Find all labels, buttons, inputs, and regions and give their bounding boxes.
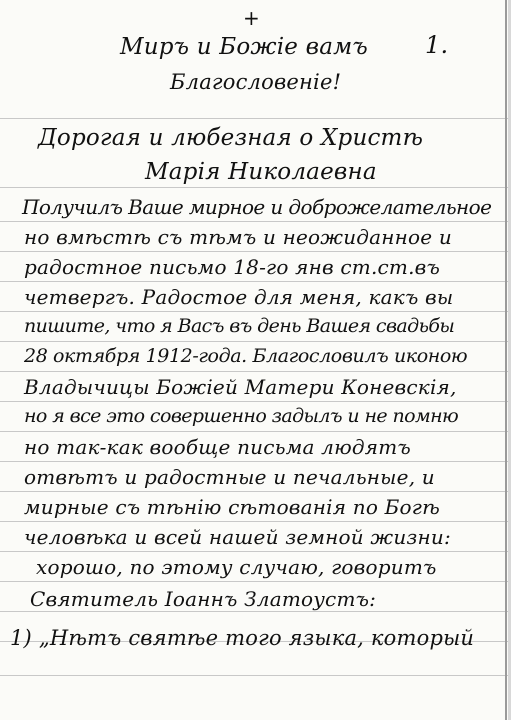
- ruled-line: [0, 491, 511, 492]
- ruled-line: [0, 675, 511, 676]
- page-edge: [505, 0, 507, 720]
- body-line: хорошо, по этому случаю, говоритъ: [36, 555, 437, 579]
- body-line: мирные съ тѣнію сѣтованія по Богѣ: [24, 495, 440, 519]
- ruled-line: [0, 221, 511, 222]
- ruled-line: [0, 611, 511, 612]
- ruled-line: [0, 401, 511, 402]
- salutation-line-1: Дорогая и любезная о Христѣ: [38, 125, 424, 151]
- body-line: человѣка и всей нашей земной жизни:: [24, 525, 451, 549]
- salutation-line-2: Марія Николаевна: [145, 159, 377, 185]
- body-line: Владычицы Божіей Матери Коневскія,: [24, 375, 457, 399]
- body-line: 1) „Нѣтъ святѣе того языка, который: [10, 626, 475, 650]
- body-line: четвергъ. Радостое для меня, какъ вы: [24, 285, 454, 309]
- ruled-line: [0, 341, 511, 342]
- body-line: Святитель Іоаннъ Златоустъ:: [30, 587, 377, 611]
- body-line: Получилъ Ваше мирное и доброжелательное: [22, 195, 492, 219]
- ruled-line: [0, 118, 511, 119]
- body-line: но я все это совершенно задылъ и не помню: [24, 405, 459, 427]
- body-line: но вмѣстѣ съ тѣмъ и неожиданное и: [24, 225, 452, 249]
- ruled-line: [0, 187, 511, 188]
- page-number: 1.: [425, 31, 449, 59]
- body-line: радостное письмо 18-го янв ст.ст.въ: [24, 255, 440, 279]
- ruled-line: [0, 581, 511, 582]
- ruled-line: [0, 431, 511, 432]
- ruled-line: [0, 281, 511, 282]
- body-line: отвѣтъ и радостные и печальные, и: [24, 465, 435, 489]
- ruled-line: [0, 371, 511, 372]
- ruled-line: [0, 461, 511, 462]
- cross-mark: +: [243, 6, 260, 30]
- ruled-line: [0, 251, 511, 252]
- ruled-line: [0, 521, 511, 522]
- body-line: 28 октября 1912-года. Благословилъ иконою: [24, 345, 468, 367]
- body-line: пишите, что я Васъ въ день Вашея свадьбы: [24, 315, 455, 337]
- body-line: но так-как вообще письма людятъ: [24, 435, 411, 459]
- ruled-line: [0, 311, 511, 312]
- ruled-line: [0, 551, 511, 552]
- greeting-line-1: Миръ и Божіе вамъ: [120, 34, 368, 60]
- greeting-line-2: Благословеніе!: [170, 70, 342, 94]
